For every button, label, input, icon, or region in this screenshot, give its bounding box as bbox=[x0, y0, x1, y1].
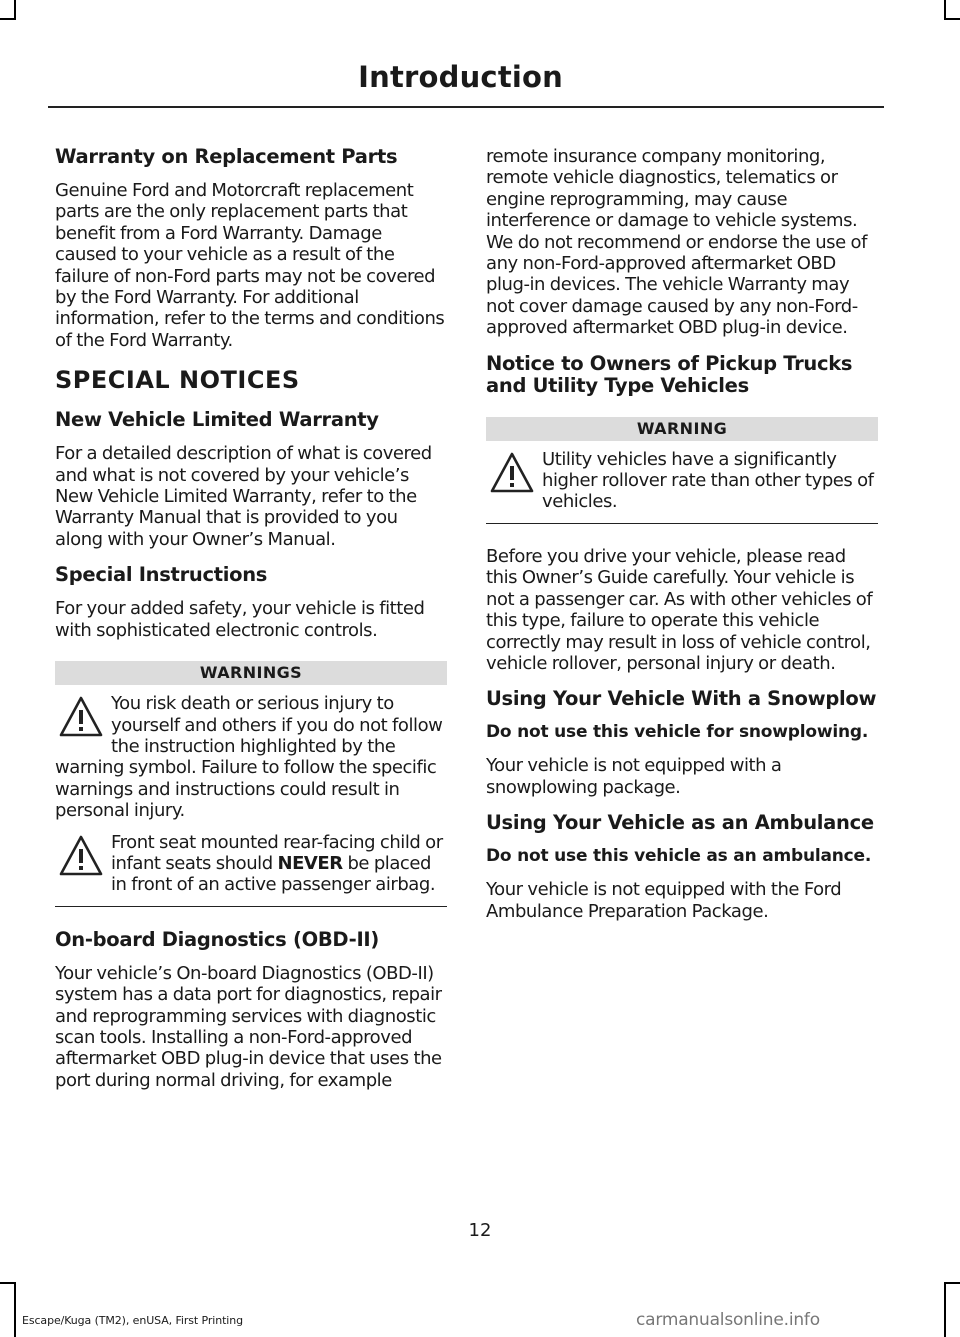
warning-end-divider bbox=[486, 523, 878, 524]
warning-text: You risk death or serious injury to yourself and others if you do not follow the instruction highlighted by the warning symbol. Failure to follow the specific warnings and instructions could result in personal injury. bbox=[55, 693, 443, 822]
heading-special-notices: SPECIAL NOTICES bbox=[55, 366, 300, 395]
page-title: Introduction bbox=[358, 60, 563, 94]
paragraph-new-vehicle-warranty: For a detailed description of what is covered and what is not covered by your vehicle’s New Vehicle Limited Warranty, refer to the Warranty Manual that is provided to you along with your Owner’s Manual. bbox=[55, 443, 432, 550]
crop-mark bbox=[14, 0, 16, 20]
warning-banner: WARNING bbox=[486, 417, 878, 441]
warning-text: be placed in front of an active passenger airbag. bbox=[111, 852, 436, 896]
crop-mark bbox=[944, 18, 960, 20]
subheading-snowplow: Do not use this vehicle for snowplowing. bbox=[486, 722, 869, 743]
heading-special-instructions: Special Instructions bbox=[55, 563, 268, 587]
paragraph-warranty: Genuine Ford and Motorcraft replacement parts are the only replacement parts that benefit from a Ford Warranty. Damage caused to your vehicle as a result of the failure of non-Ford parts may not be covered by the Ford Warranty. For additional information, refer to the terms and conditions of the Ford Warranty. bbox=[55, 180, 445, 351]
paragraph-snowplow: Your vehicle is not equipped with a snowplowing package. bbox=[486, 755, 782, 798]
heading-warranty-replacement-parts: Warranty on Replacement Parts bbox=[55, 145, 398, 168]
warning-emphasis: NEVER bbox=[277, 852, 343, 874]
watermark: carmanualsonline.info bbox=[636, 1310, 820, 1330]
heading-obd: On-board Diagnostics (OBD-II) bbox=[55, 927, 379, 951]
crop-mark bbox=[944, 1282, 946, 1337]
crop-mark bbox=[14, 1282, 16, 1337]
warning-triangle-icon bbox=[59, 695, 103, 739]
subheading-ambulance: Do not use this vehicle as an ambulance. bbox=[486, 846, 872, 867]
warning-triangle-icon bbox=[490, 451, 534, 495]
paragraph-special-instructions: For your added safety, your vehicle is fitted with sophisticated electronic controls. bbox=[55, 598, 425, 641]
heading-ambulance: Using Your Vehicle as an Ambulance bbox=[486, 811, 874, 835]
heading-pickup-trucks-notice: Notice to Owners of Pickup Trucks and Utility Type Vehicles bbox=[486, 351, 853, 397]
crop-mark bbox=[0, 1282, 16, 1284]
paragraph-before-you-drive: Before you drive your vehicle, please read this Owner’s Guide carefully. Your vehicle is not a passenger car. As with other vehicles of this type, failure to operate this vehicle correctly may result in loss of vehicle control, vehicle rollover, personal injury or death. bbox=[486, 545, 873, 674]
heading-new-vehicle-limited-warranty: New Vehicle Limited Warranty bbox=[55, 408, 379, 432]
header-divider bbox=[48, 106, 884, 108]
page-number: 12 bbox=[468, 1220, 492, 1241]
crop-mark bbox=[0, 18, 16, 20]
right-column bbox=[486, 146, 878, 936]
paragraph-obd-continued: remote insurance company monitoring, remote vehicle diagnostics, telematics or engine reprogramming, may cause interference or damage to vehicle systems. We do not recommend or endorse the use of any non-Ford-approved aftermarket OBD plug-in devices. The vehicle Warranty may not cover damage caused by any non-Ford-approved aftermarket OBD plug-in device. bbox=[486, 146, 867, 339]
paragraph-obd: Your vehicle’s On-board Diagnostics (OBD-II) system has a data port for diagnostics, repair and reprogramming services with diagnostic scan tools. Installing a non-Ford-approved aftermarket OBD plug-in device that uses the port during normal driving, for example bbox=[55, 962, 442, 1091]
paragraph-ambulance: Your vehicle is not equipped with the Ford Ambulance Preparation Package. bbox=[486, 879, 842, 922]
crop-mark bbox=[944, 0, 946, 20]
warning-item bbox=[55, 832, 447, 896]
warning-item bbox=[55, 693, 447, 821]
warnings-banner: WARNINGS bbox=[55, 661, 447, 685]
warning-end-divider bbox=[55, 906, 447, 907]
heading-snowplow: Using Your Vehicle With a Snowplow bbox=[486, 687, 877, 711]
footer-text: Escape/Kuga (TM2), enUSA, First Printing bbox=[22, 1314, 244, 1327]
warning-text: Utility vehicles have a significantly higher rollover rate than other types of vehicles. bbox=[542, 448, 874, 513]
warning-triangle-icon bbox=[59, 834, 103, 878]
warning-item bbox=[486, 449, 878, 513]
warning-text: Front seat mounted rear-facing child or infant seats should bbox=[111, 831, 443, 874]
left-column bbox=[55, 146, 447, 1105]
crop-mark bbox=[944, 1282, 960, 1284]
